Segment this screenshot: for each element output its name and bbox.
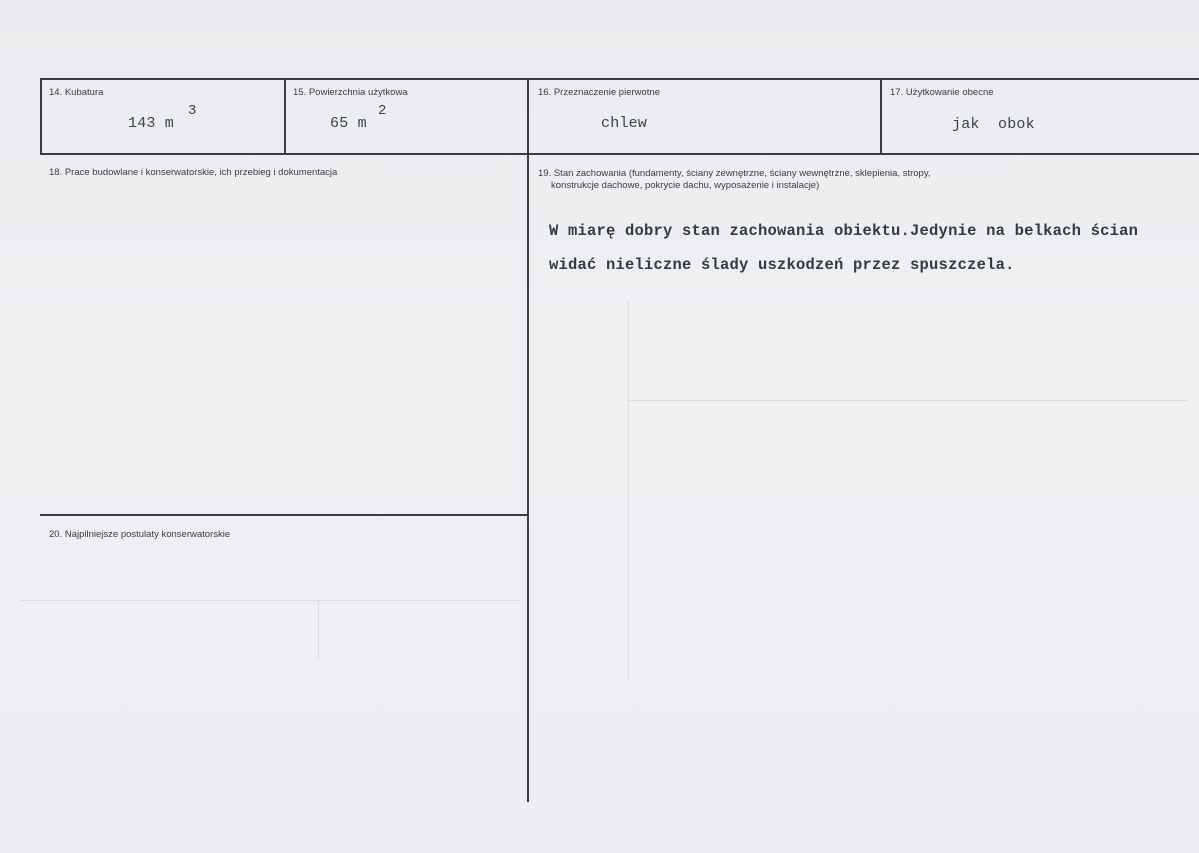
bleed-through-line (628, 300, 629, 680)
bleed-through-line (628, 400, 1188, 401)
field-16-value: chlew (601, 115, 648, 132)
field-17-value: jak obok (952, 116, 1035, 133)
field-15-value: 65 m (330, 115, 367, 132)
top-rule (40, 78, 1199, 80)
row-divider (40, 153, 1199, 155)
field-20-label: 20. Najpilniejsze postulaty konserwatorskie (49, 529, 231, 540)
col-divider-2 (527, 78, 529, 802)
field-14-label: 14. Kubatura (49, 87, 104, 98)
bleed-through-line (20, 600, 520, 601)
field-19-text-line1: W miarę dobry stan zachowania obiektu.Jedynie na belkach ścian (549, 222, 1139, 240)
col-divider-1 (284, 78, 286, 155)
left-border (40, 78, 42, 155)
field-18-label: 18. Prace budowlane i konserwatorskie, ich przebieg i dokumentacja (49, 167, 338, 178)
col-divider-3 (880, 78, 882, 155)
field-14-value: 143 m (128, 115, 175, 132)
field-17-label: 17. Użytkowanie obecne (890, 87, 994, 98)
field-16-label: 16. Przeznaczenie pierwotne (538, 87, 660, 98)
field-14-exponent: 3 (188, 103, 197, 119)
field-19-label-line2: konstrukcje dachowe, pokrycie dachu, wyposażenie i instalacje) (551, 180, 820, 191)
section-divider-18-20 (40, 514, 528, 516)
field-19-label-line1: 19. Stan zachowania (fundamenty, ściany zewnętrzne, ściany wewnętrzne, sklepienia, stropy, (538, 168, 931, 179)
field-15-label: 15. Powierzchnia użytkowa (293, 87, 408, 98)
bleed-through-line (318, 600, 319, 660)
field-19-text-line2: widać nieliczne ślady uszkodzeń przez spuszczela. (549, 256, 1015, 274)
field-15-exponent: 2 (378, 103, 387, 119)
